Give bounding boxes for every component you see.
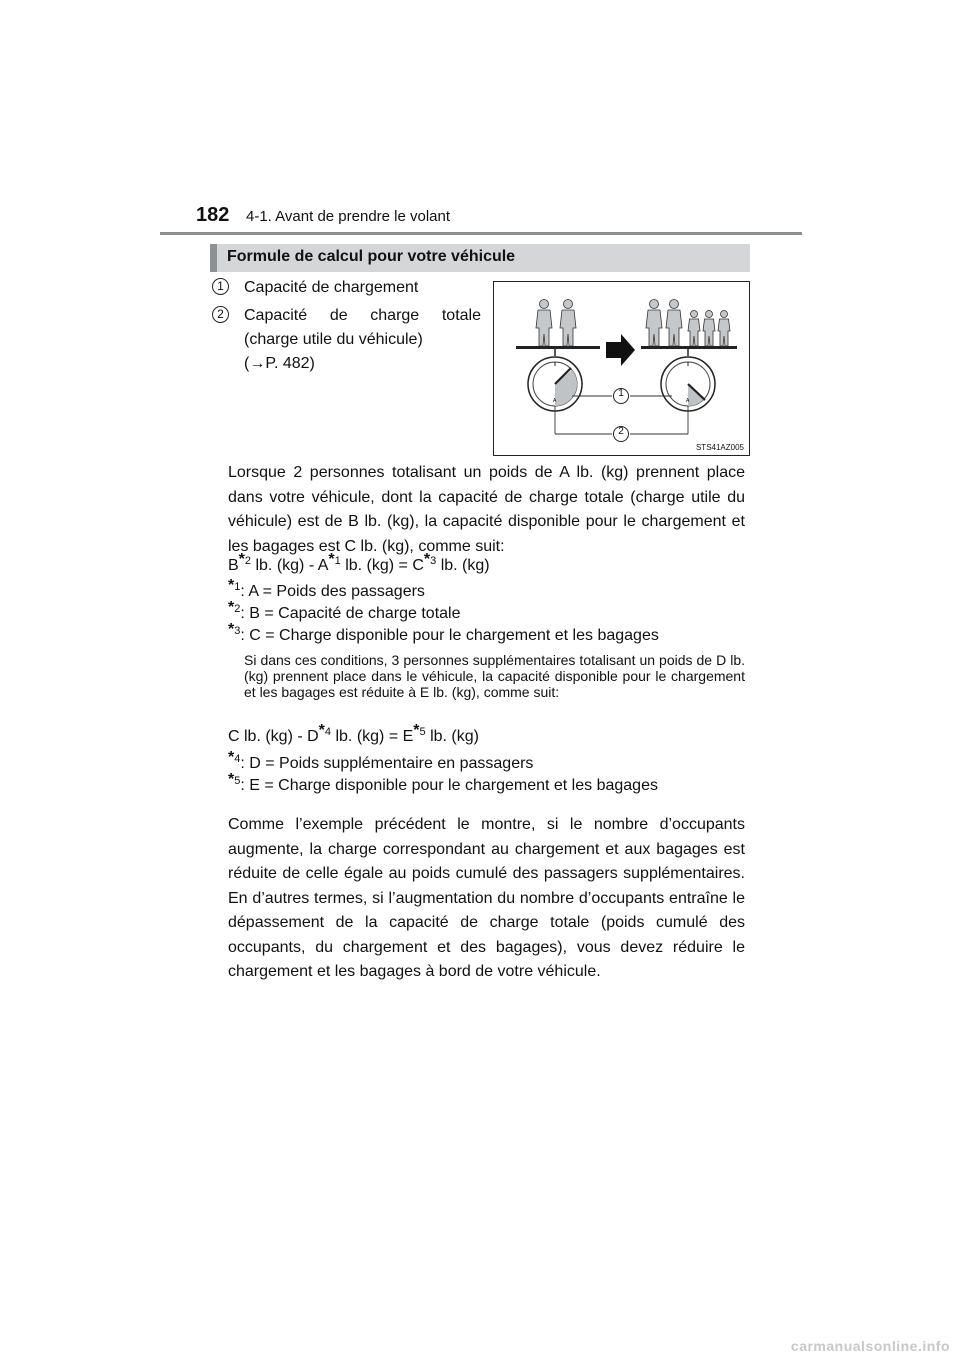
footnote-number: 1 (234, 581, 241, 593)
formula-1-unit: lb. (kg) (436, 557, 490, 574)
figure-callout-1-label: 1 (618, 388, 624, 399)
right-people-group (646, 300, 730, 347)
formula-2-cd: C lb. (kg) - D (228, 728, 319, 745)
note-4 (228, 749, 745, 777)
chapter-title: 4-1. Avant de prendre le volant (246, 208, 451, 225)
note-1 (228, 577, 745, 605)
formula-1 (228, 551, 745, 579)
footnote-number: 3 (234, 625, 241, 637)
star-mark: * (228, 771, 235, 788)
watermark: carmanualsonline.info (790, 1338, 950, 1354)
note-text: : D = Poids supplémentaire en passagers (240, 755, 534, 772)
note-text: : E = Charge disponible pour le chargement et les bagages (240, 777, 658, 794)
note-2 (228, 599, 745, 627)
footnote-number: 2 (234, 603, 241, 615)
formula-2 (228, 722, 745, 750)
figure-callout-2-label: 2 (618, 426, 624, 437)
svg-text:A: A (686, 398, 690, 404)
callout-number-2: 2 (212, 306, 229, 323)
left-people-group (536, 300, 576, 347)
note-5 (228, 771, 745, 799)
section-title: Formule de calcul pour votre véhicule (227, 248, 516, 265)
header-divider (160, 232, 802, 235)
section-header (210, 244, 750, 272)
star-mark: * (228, 749, 235, 766)
load-capacity-figure (493, 281, 750, 456)
formula-1-c: lb. (kg) = C (340, 557, 424, 574)
formula-1-b: B (228, 557, 239, 574)
page-number: 182 (196, 204, 230, 226)
right-shelf (641, 346, 737, 349)
footnote-ref: 2 (244, 555, 252, 567)
star-mark: * (228, 621, 235, 638)
star-mark: * (318, 722, 325, 739)
star-mark: * (413, 722, 420, 739)
footnote-number: 4 (234, 753, 241, 765)
note-text: : A = Poids des passagers (240, 583, 425, 600)
item-2-line1: Capacité de charge totale (244, 307, 481, 324)
note-3 (228, 621, 745, 649)
formula-2-unit: lb. (kg) (425, 728, 479, 745)
svg-text:A: A (553, 398, 557, 404)
paragraph-intro: Lorsque 2 personnes totalisant un poids de A lb. (kg) prennent place dans votre véhicule, dont la capacité de charge totale (charge utile du véhicule) est de B lb. (kg), la capacité disponible pour le chargement et les bagages est C lb. (kg), comme suit: (228, 464, 745, 555)
left-shelf (516, 346, 600, 349)
paragraph-conclusion: Comme l’exemple précédent le montre, si le nombre d’occupants augmente, la charge correspondant au chargement et aux bagages est réduite de celle égale au poids cumulé des passagers supplémentaires. En d’autres termes, si l’augmentation du nombre d’occupants entraîne le dépassement de la capacité de charge totale (poids cumulé des occupants, du chargement et des bagages), vous devez réduire le chargement et les bagages à bord de votre véhicule. (228, 816, 745, 980)
formula-2-e: lb. (kg) = E (331, 728, 414, 745)
item-2-line2: (charge utile du véhicule) (244, 331, 423, 348)
star-mark: * (423, 551, 431, 568)
footnote-ref: 4 (324, 726, 332, 738)
item-2-page-ref: (→P. 482) (244, 355, 315, 372)
star-mark: * (228, 599, 235, 616)
note-text: : C = Charge disponible pour le chargement et les bagages (240, 627, 659, 644)
star-mark: * (238, 551, 245, 568)
item-1-text: Capacité de chargement (244, 279, 419, 296)
callout-number-1: 1 (212, 278, 229, 295)
note-text: : B = Capacité de charge totale (240, 605, 461, 622)
footnote-ref: 3 (430, 555, 437, 567)
footnote-ref: 1 (334, 555, 341, 567)
formula-1-a: lb. (kg) - A (251, 557, 329, 574)
increase-arrow (606, 334, 635, 366)
figure-code: STS41AZ005 (695, 443, 744, 452)
star-mark: * (228, 577, 235, 594)
footnote-ref: 5 (419, 726, 426, 738)
footnote-number: 5 (234, 775, 241, 787)
star-mark: * (328, 551, 335, 568)
paragraph-small: Si dans ces conditions, 3 personnes supplémentaires totalisant un poids de D lb. (kg) prennent place dans le véhicule, la capacité disponible pour le chargement et les bagages est réduite à E lb. (kg), comme suit: (244, 652, 745, 700)
